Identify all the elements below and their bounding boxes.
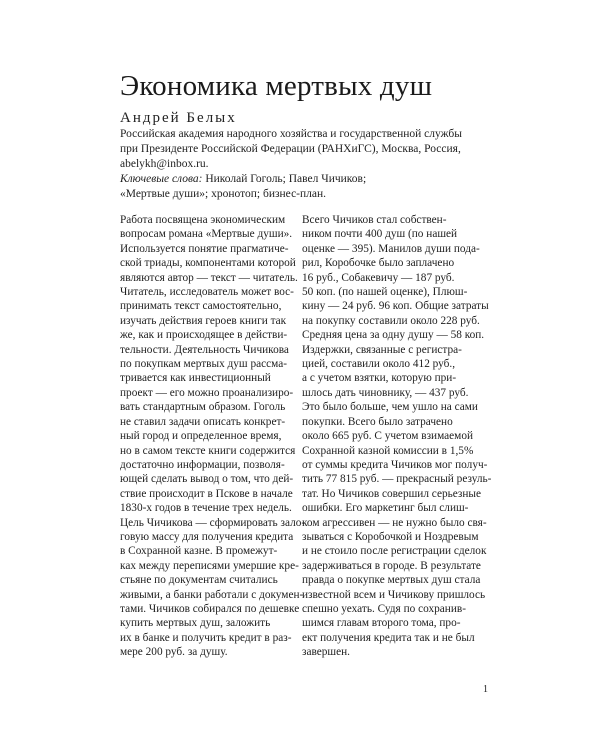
- text-column-left: [120, 213, 310, 660]
- text-line: ком агрессивен — не нужно было свя-: [302, 516, 487, 529]
- keywords-text: Николай Гоголь; Павел Чичиков;: [205, 173, 367, 185]
- text-line: около 665 руб. С учетом взимаемой: [302, 430, 474, 443]
- author-email: abelykh@inbox.ru.: [120, 158, 209, 170]
- text-line: 16 руб., Собакевичу — 187 руб.: [302, 271, 455, 284]
- text-line: ект получения кредита так и не был: [302, 631, 475, 644]
- text-line: тами. Чичиков собирался по дешевке: [120, 602, 300, 615]
- text-line: но в самом тексте книги содержится: [120, 444, 296, 457]
- text-line: их в банке и получить кредит в раз-: [120, 631, 292, 644]
- text-line: ствие происходит в Пскове в начале: [120, 487, 293, 500]
- text-line: Средняя цена за одну душу — 58 коп.: [302, 329, 485, 342]
- text-line: принимать текст самостоятельно,: [120, 300, 282, 313]
- text-line: и не стоило после регистрации сделок: [302, 545, 487, 558]
- text-line: а с учетом взятки, которую при-: [302, 372, 457, 385]
- text-line: на покупку составили около 228 руб.: [302, 314, 480, 327]
- keywords-block: [120, 172, 500, 202]
- text-column-right: [302, 213, 492, 660]
- text-line: стьяне по документам считались: [120, 574, 278, 587]
- author-affiliation: [120, 127, 500, 172]
- text-line: являются автор — текст — читатель.: [120, 271, 298, 284]
- text-line: ный город и определенное время,: [120, 430, 282, 443]
- text-line: проект — его можно проанализиро-: [120, 386, 294, 399]
- text-line: Читатель, исследователь может вос-: [120, 286, 294, 299]
- text-line: Всего Чичиков стал собствен-: [302, 214, 447, 226]
- text-line: живыми, а банки работали с докумен-: [120, 588, 304, 601]
- text-line: зываться с Коробочкой и Ноздревым: [302, 530, 479, 543]
- affiliation-line: при Президенте Российской Федерации (РАНХиГС), Москва, Россия,: [120, 143, 461, 155]
- text-line: от суммы кредита Чичиков мог получ-: [302, 458, 488, 471]
- text-line: мере 200 руб. за душу.: [120, 646, 228, 659]
- text-line: вать стандартным образом. Гоголь: [120, 401, 286, 414]
- text-line: ошибки. Его маркетинг был слиш-: [302, 502, 469, 515]
- text-line: спешно уехать. Судя по сохранив-: [302, 602, 466, 615]
- text-line: Цель Чичикова — сформировать зало-: [120, 516, 306, 529]
- text-line: цией, составили около 412 руб.,: [302, 358, 456, 371]
- text-line: шимся главам второго тома, про-: [302, 617, 461, 630]
- text-line: покупки. Всего было затрачено: [302, 415, 453, 428]
- text-line: ской триады, компонентами которой: [120, 257, 296, 270]
- text-line: купить мертвых душ, заложить: [120, 617, 271, 630]
- text-line: ником почти 400 душ (по нашей: [302, 228, 458, 241]
- text-line: достаточно информации, позволя-: [120, 458, 285, 471]
- text-line: Работа посвящена экономическим: [120, 214, 286, 226]
- text-line: в Сохранной казне. В промежут-: [120, 545, 278, 558]
- text-line: завершен.: [302, 646, 350, 659]
- text-line: ках между переписями умершие кре-: [120, 559, 299, 572]
- text-line: известной всем и Чичикову пришлось: [302, 588, 486, 601]
- text-line: Используется понятие прагматиче-: [120, 242, 289, 255]
- text-line: же, как и происходящее в действи-: [120, 329, 288, 342]
- author-name: Андрей Белых: [120, 110, 237, 126]
- text-line: задерживаться в городе. В результате: [302, 559, 481, 572]
- text-line: тат. Но Чичиков совершил серьезные: [302, 487, 482, 500]
- text-line: рил, Коробочке было заплачено: [302, 257, 455, 270]
- text-line: не ставил задачи описать конкрет-: [120, 415, 286, 428]
- text-line: правда о покупке мертвых душ стала: [302, 574, 481, 587]
- text-line: 50 коп. (по нашей оценке), Плюш-: [302, 286, 468, 299]
- keywords-text: «Мертвые души»; хронотоп; бизнес-план.: [120, 188, 327, 200]
- text-line: кину — 24 руб. 96 коп. Общие затраты: [302, 300, 489, 313]
- text-line: оценке — 395). Манилов души пода-: [302, 242, 480, 255]
- text-line: Сохранной казной комиссии в 1,5%: [302, 444, 474, 457]
- text-line: Это было больше, чем ушло на сами: [302, 401, 478, 414]
- affiliation-line: Российская академия народного хозяйства и государственной службы: [120, 128, 462, 140]
- text-line: 1830-х годов в течение трех недель.: [120, 502, 292, 515]
- text-line: тить 77 815 руб. — прекрасный резуль-: [302, 473, 492, 486]
- keywords-label: Ключевые слова:: [120, 173, 203, 185]
- text-line: шлось дать чиновнику, — 437 руб.: [302, 386, 469, 399]
- text-line: вопросам романа «Мертвые души».: [120, 228, 293, 241]
- text-line: по покупкам мертвых душ рассма-: [120, 358, 287, 371]
- text-line: тельности. Деятельность Чичикова: [120, 343, 289, 356]
- text-line: изучать действия героев книги так: [120, 314, 287, 327]
- text-line: говую массу для получения кредита: [120, 530, 294, 543]
- text-line: ющей сделать вывод о том, что дей-: [120, 473, 294, 486]
- article-title: Экономика мертвых душ: [120, 70, 433, 102]
- page-number: 1: [483, 684, 488, 695]
- text-line: тривается как инвестиционный: [120, 372, 271, 385]
- text-line: Издержки, связанные с регистра-: [302, 343, 462, 356]
